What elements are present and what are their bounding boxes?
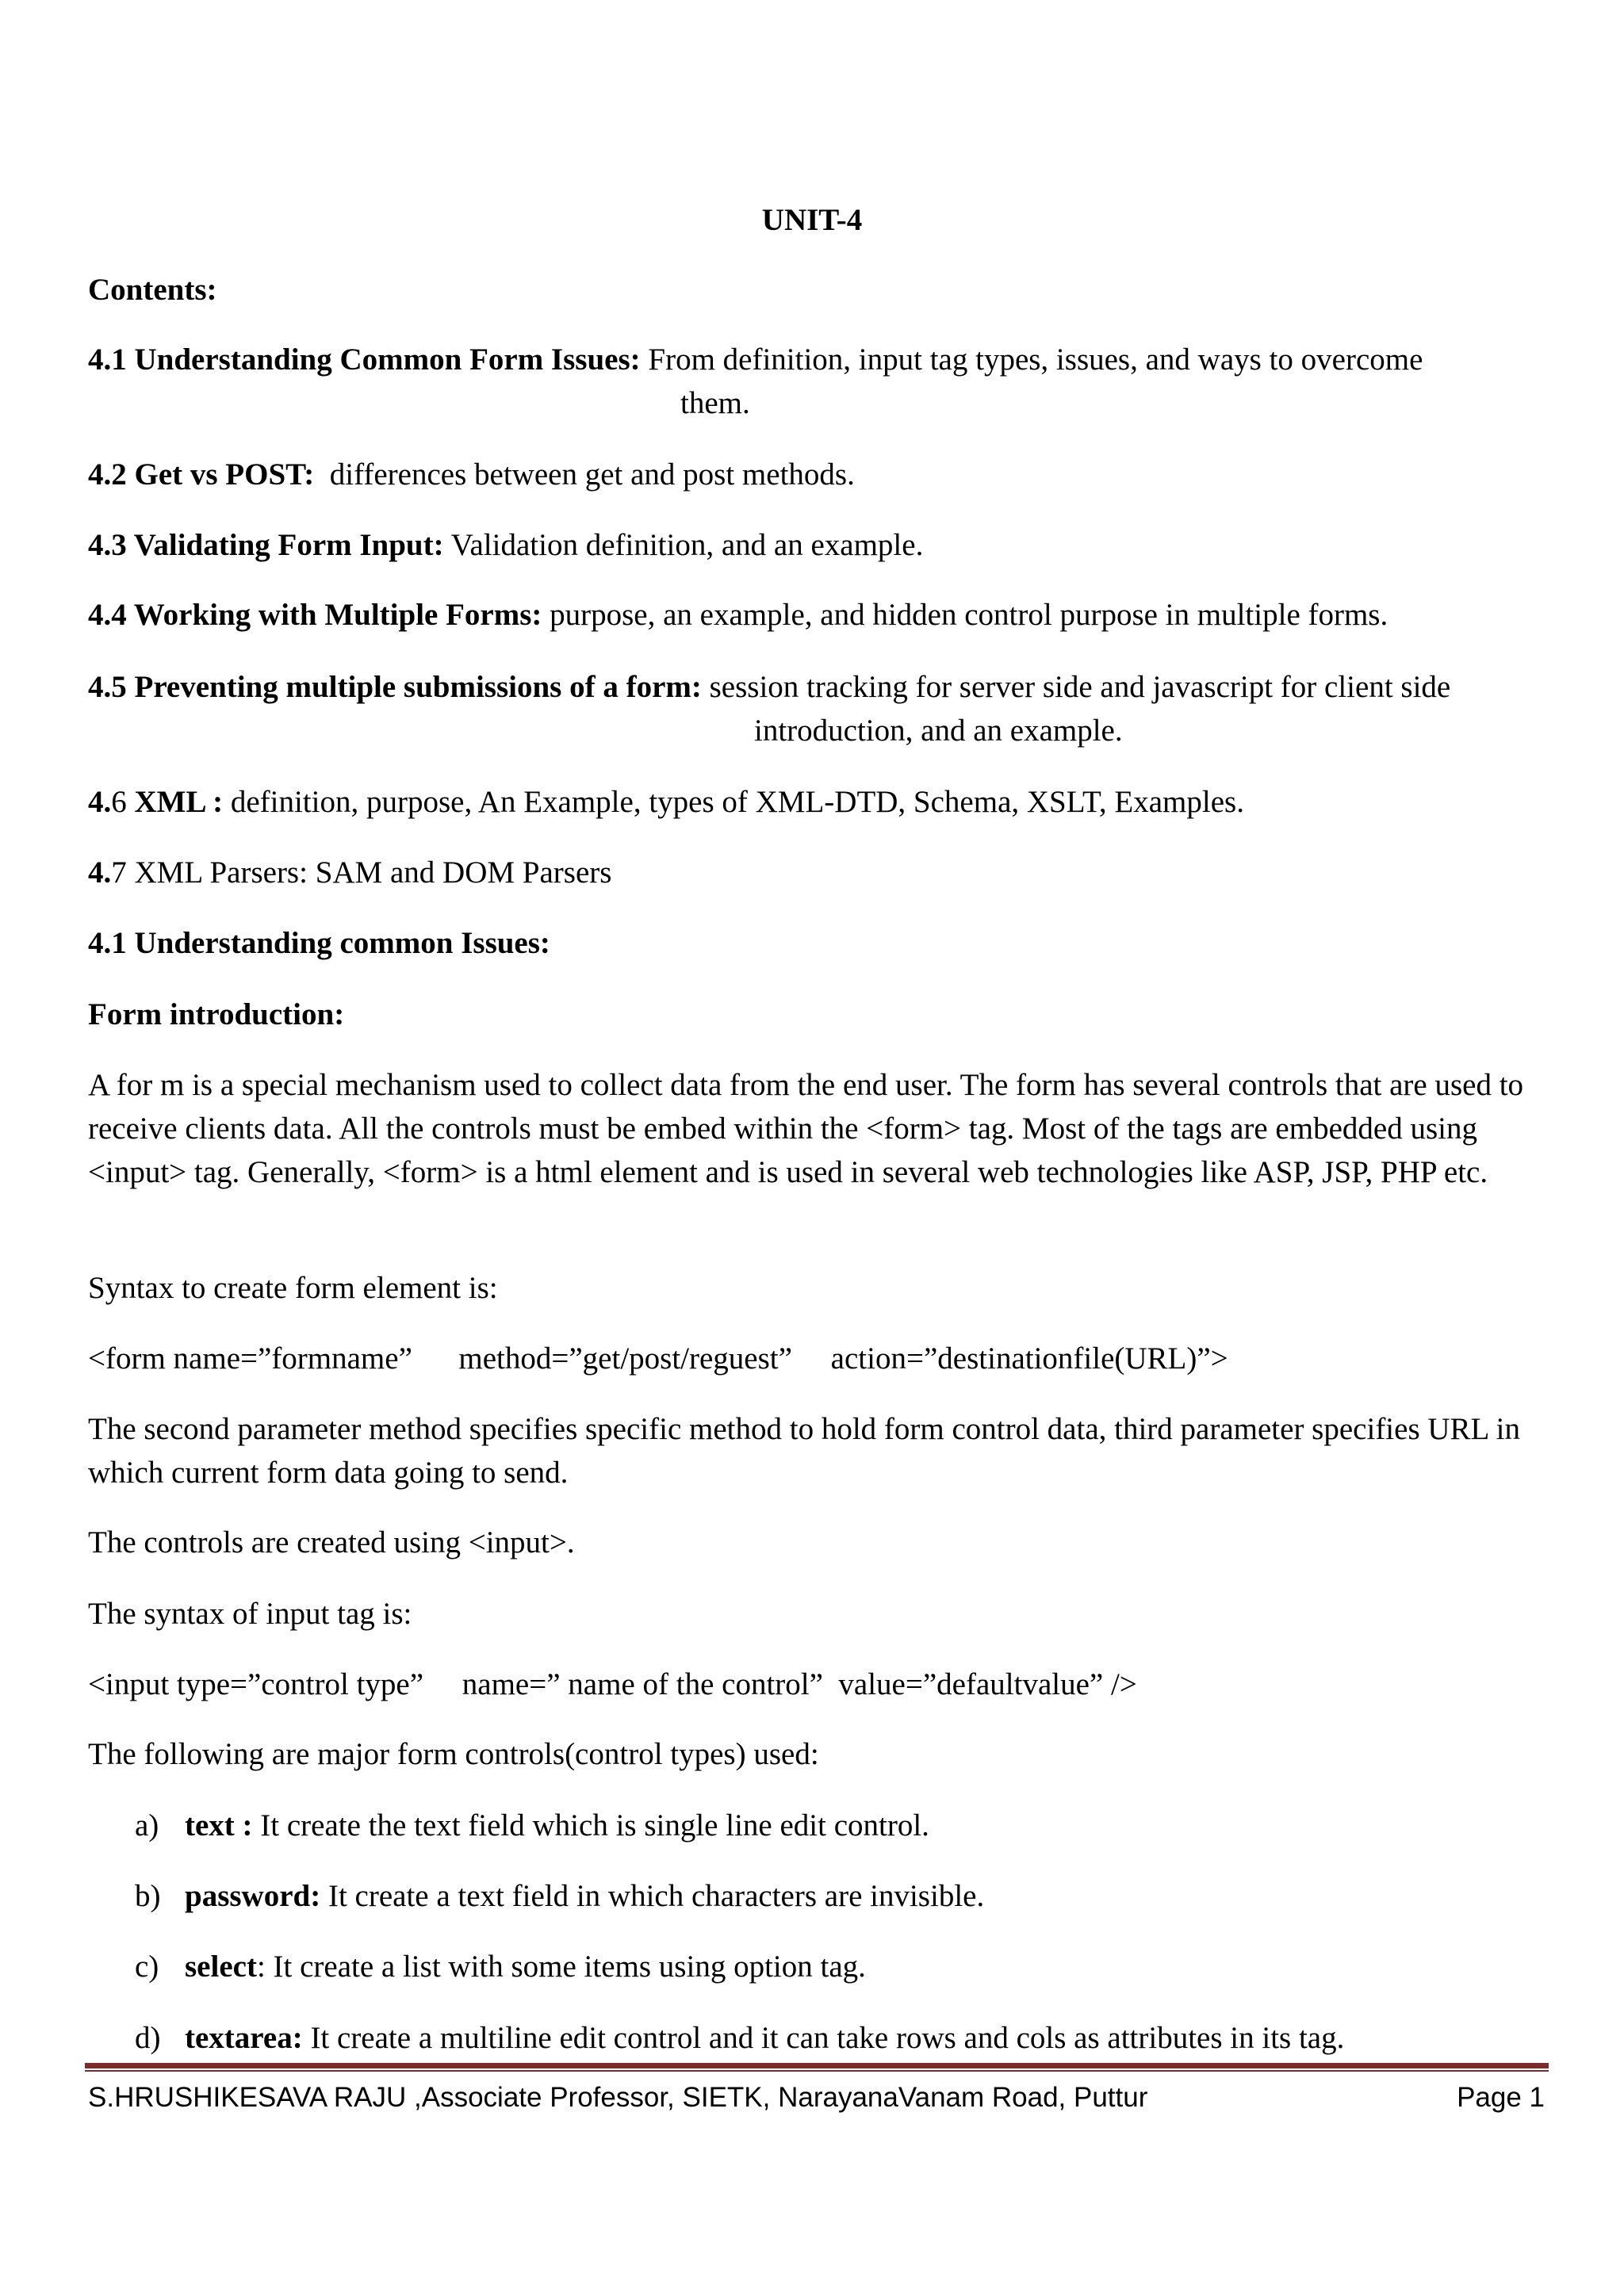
page-title: UNIT-4 [761,203,863,237]
control-desc: It create a text field in which characters are invisible. [320,1879,985,1913]
section-heading: 4.1 Understanding common Issues: [88,926,550,960]
toc-title: XML : [134,785,224,819]
toc-number: 4.1 [88,342,127,377]
list-marker: a) [135,1808,159,1843]
toc-number-suffix: 6 [111,785,135,819]
footer-rule-thick [85,2063,1549,2068]
toc-item-4-1-cont: them. [680,386,750,420]
form-syntax: <form name=”formname” method=”get/post/reguest” action=”destinationfile(URL)”> [88,1341,1228,1376]
footer-author: S.HRUSHIKESAVA RAJU ,Associate Professor, SIETK, NarayanaVanam Road, Puttur [88,2082,1148,2113]
control-name: text : [185,1808,253,1843]
control-desc: : It create a list with some items using option tag. [256,1950,866,1984]
input-syntax: <input type=”control type” name=” name of the control” value=”defaultvalue” /> [88,1667,1137,1701]
toc-desc: purpose, an example, and hidden control purpose in multiple forms. [542,598,1388,632]
toc-title: Validating Form Input: [133,528,444,562]
subsection-heading: Form introduction: [88,997,345,1031]
toc-item-4-7 [88,851,611,894]
page-number: Page 1 [1457,2082,1545,2113]
toc-item-4-2 [88,453,855,496]
toc-desc: Validation definition, and an example. [443,528,924,562]
toc-item-4-1 [88,338,1423,381]
toc-number: 4.2 [88,457,127,492]
toc-item-4-3 [88,523,923,567]
toc-number: 4.5 [88,670,127,704]
input-syntax-intro: The syntax of input tag is: [88,1597,412,1631]
list-item [185,1804,929,1847]
toc-number: 4.3 [88,528,127,562]
toc-title: Understanding Common Form Issues: [134,342,641,377]
control-name: textarea: [185,2021,303,2055]
controls-intro: The following are major form controls(control types) used: [88,1737,819,1771]
toc-item-4-5-cont: introduction, and an example. [754,714,1123,748]
toc-desc: differences between get and post methods. [314,457,855,492]
contents-heading: Contents: [88,273,217,307]
list-marker: d) [135,2021,161,2055]
toc-title: Working with Multiple Forms: [133,598,542,632]
toc-number: 4. [88,785,112,819]
list-marker: c) [135,1950,159,1984]
list-item [185,2016,1344,2060]
toc-item-4-5 [88,665,1450,709]
toc-number: 4.4 [88,598,127,632]
toc-title: Preventing multiple submissions of a form: [134,670,702,704]
controls-created-text: The controls are created using <input>. [88,1525,575,1559]
list-marker: b) [135,1879,161,1913]
footer-rule-thin [85,2070,1549,2072]
toc-desc: session tracking for server side and javascript for client side [701,670,1451,704]
list-item [185,1945,866,1988]
toc-item-4-4 [88,593,1388,637]
control-name: password: [185,1879,321,1913]
syntax-intro: Syntax to create form element is: [88,1271,498,1305]
toc-desc: definition, purpose, An Example, types of XML-DTD, Schema, XSLT, Examples. [223,785,1244,819]
toc-desc: From definition, input tag types, issues, and ways to overcome [640,342,1423,377]
control-desc: It create a multiline edit control and it can take rows and cols as attributes in its tag. [302,2021,1345,2055]
toc-item-4-6 [88,780,1244,824]
control-name: select [185,1950,257,1984]
list-item [185,1874,984,1918]
intro-paragraph: A for m is a special mechanism used to collect data from the end user. The form has several controls that are used to receive clients data. All the controls must be embed within the <form> tag. Most of the tags are embedded using <input> tag. Generally, <form> is a html element and is used in several web technologies like ASP, JSP, PHP etc. [88,1068,1524,1189]
toc-title: Get vs POST: [134,457,315,492]
toc-desc: 7 XML Parsers: SAM and DOM Parsers [111,855,612,890]
method-paragraph: The second parameter method specifies specific method to hold form control data, third parameter specifies URL in which current form data going to send. [88,1412,1521,1490]
toc-number: 4. [88,855,112,890]
control-desc: It create the text field which is single line edit control. [252,1808,929,1843]
